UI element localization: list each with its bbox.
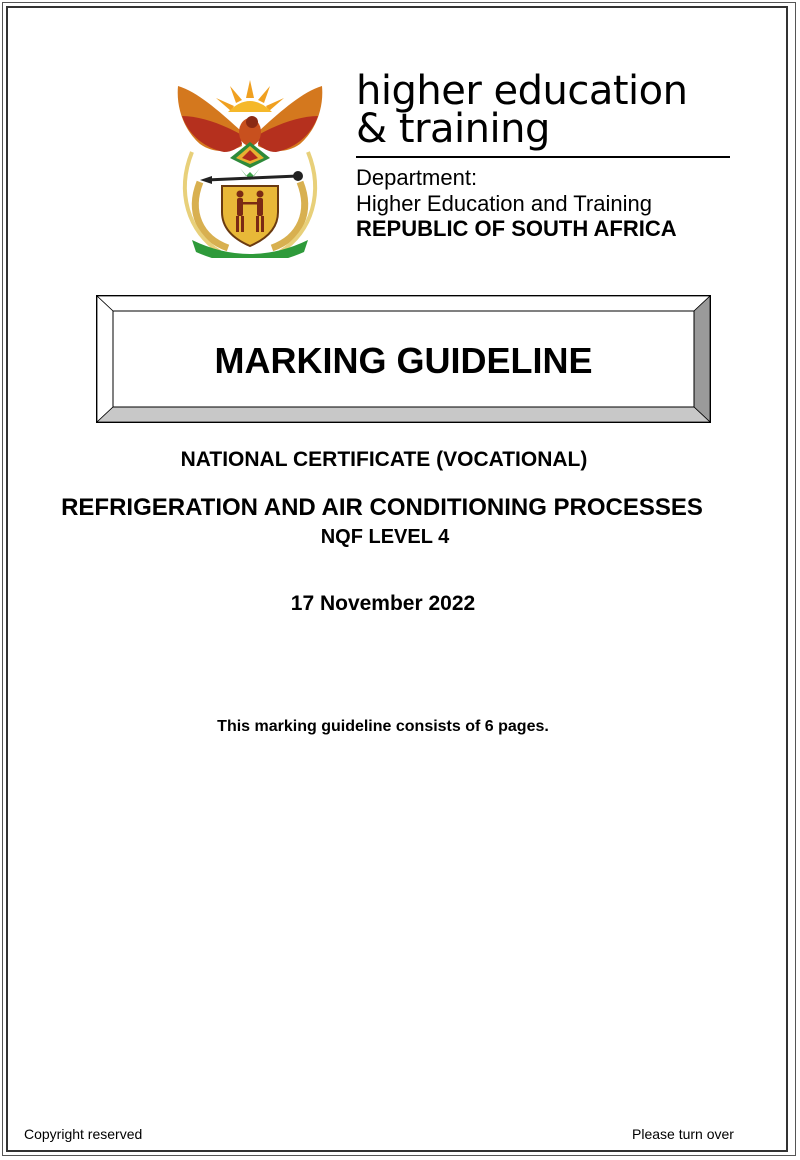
nqf-level: NQF LEVEL 4 [320, 526, 450, 548]
title-box [96, 295, 711, 423]
logo-divider [356, 156, 730, 158]
page-count-note: This marking guideline consists of 6 pages. [217, 718, 549, 735]
department-name: Higher Education and Training [356, 191, 652, 216]
logo-line-2: & training [356, 106, 550, 152]
department-logo [356, 68, 736, 241]
copyright-notice: Copyright reserved [24, 1126, 143, 1142]
document-type-title: MARKING GUIDELINE [214, 340, 593, 381]
logo-line-1: higher education [356, 68, 688, 114]
coat-of-arms-icon [170, 72, 330, 258]
department-label: Department: [356, 165, 478, 190]
exam-date: 17 November 2022 [290, 592, 476, 615]
certificate-title: NATIONAL CERTIFICATE (VOCATIONAL) [180, 448, 588, 471]
country-name: REPUBLIC OF SOUTH AFRICA [356, 216, 677, 241]
turn-over-notice: Please turn over [632, 1126, 734, 1142]
subject-title: REFRIGERATION AND AIR CONDITIONING PROCESSES [61, 494, 703, 521]
